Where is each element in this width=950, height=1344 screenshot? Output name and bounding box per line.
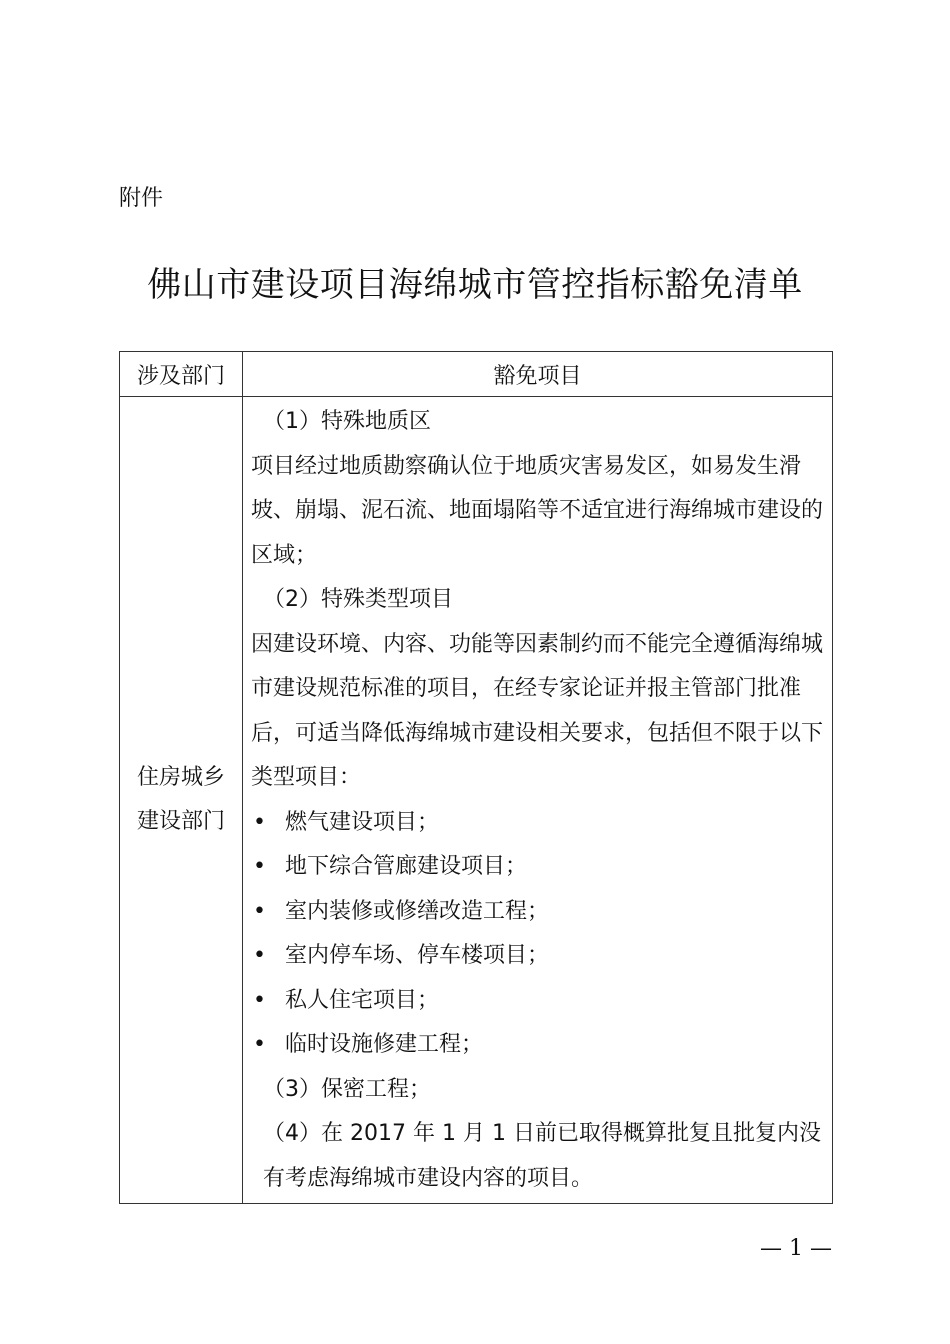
- column-header-exempt-items: 豁免项目: [243, 352, 833, 397]
- secret-projects: （3）保密工程；: [263, 1076, 431, 1102]
- department-line: 建设部门: [136, 809, 225, 834]
- bullet-icon: •: [253, 898, 266, 924]
- list-item-text: 地下综合管廊建设项目；: [285, 854, 528, 879]
- bullet-icon: •: [253, 1032, 266, 1057]
- geology-body: 项目经过地质勘察确认位于地质灾害易发区，如易发生滑坡、崩塌、泥石流、地面塌陷等不适宜进行海绵城市建设的区域；: [251, 453, 824, 568]
- department-line: 住房城乡: [136, 765, 225, 790]
- list-item-text: 临时设施修建工程；: [285, 1032, 484, 1057]
- document-title: 佛山市建设项目海绵城市管控指标豁免清单: [147, 265, 803, 305]
- bullet-icon: •: [253, 809, 266, 835]
- pre-approved-projects: （4）在 2017 年 1 月 1 日前已取得概算批复且批复内没有考虑海绵城市建设内容的项目。: [263, 1121, 821, 1191]
- special-body: 因建设环境、内容、功能等因素制约而不能完全遵循海绵城市建设规范标准的项目，在经专家论证并报主管部门批准后，可适当降低海绵城市建设相关要求，包括但不限于以下类型项目：: [251, 631, 824, 790]
- list-item: [251, 890, 826, 935]
- table-row: [120, 397, 833, 1204]
- special-project-list: [251, 801, 826, 1068]
- geology-heading: （1）特殊地质区: [263, 409, 431, 434]
- list-item: [251, 934, 826, 979]
- bullet-icon: •: [253, 854, 266, 879]
- list-item: [251, 1023, 826, 1068]
- bullet-icon: •: [253, 987, 266, 1013]
- list-item: [251, 845, 826, 890]
- exempt-items-cell: [243, 397, 833, 1204]
- list-item: [251, 801, 826, 846]
- bullet-icon: •: [253, 943, 266, 968]
- exemption-table: [119, 351, 833, 1204]
- list-item-text: 燃气建设项目；: [285, 809, 440, 835]
- list-item-text: 室内停车场、停车楼项目；: [285, 943, 550, 968]
- special-heading: （2）特殊类型项目: [263, 587, 453, 612]
- page-number: — 1 —: [760, 1236, 832, 1261]
- attachment-label: 附件: [119, 186, 164, 211]
- department-cell: [120, 397, 243, 1204]
- list-item-text: 私人住宅项目；: [285, 987, 440, 1013]
- list-item: [251, 979, 826, 1024]
- list-item-text: 室内装修或修缮改造工程；: [285, 898, 550, 924]
- column-header-department: 涉及部门: [120, 352, 243, 397]
- table-header-row: [120, 352, 833, 397]
